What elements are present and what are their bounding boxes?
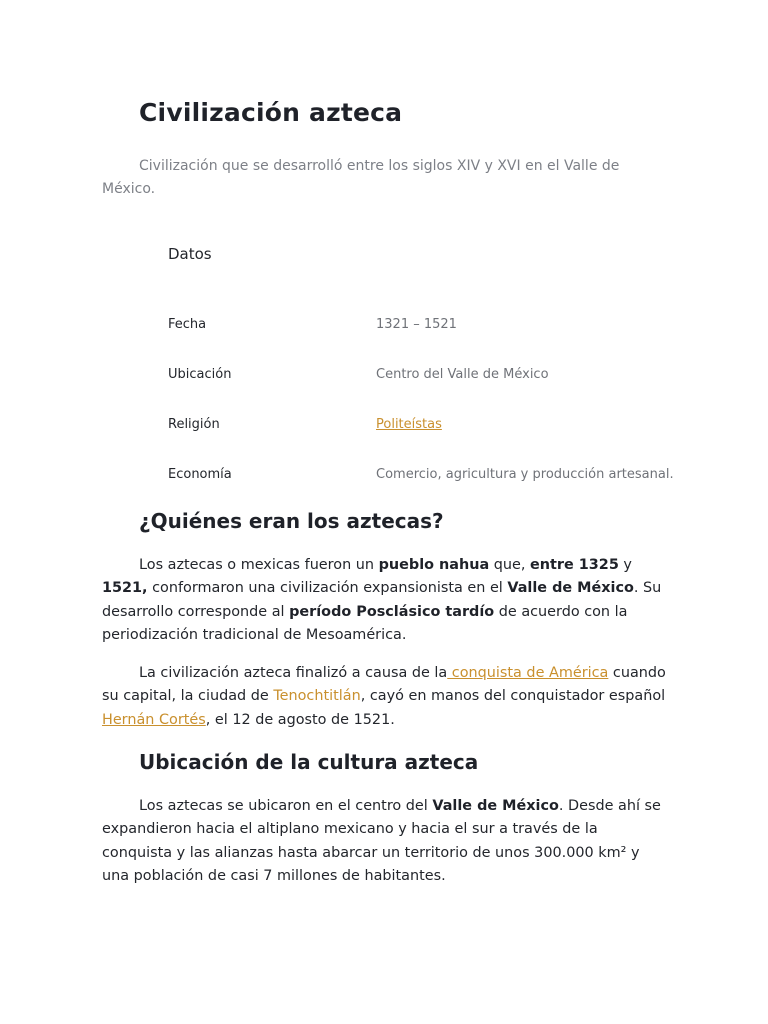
text-run: La civilización azteca finalizó a causa de la [139,665,448,681]
text-run: . Desde ahí se expandieron hacia el altiplano mexicano y hacia el sur a través de la conquista y las alianzas hasta abarcar un territorio de unos 300.000 km² y una población de casi 7 millones de habitantes. [102,798,661,884]
datos-row-fecha [168,300,708,350]
datos-value: Comercio, agricultura y producción artesanal. [376,467,674,482]
section-heading-ubicacion: Ubicación de la cultura azteca [139,750,479,774]
text-run: conformaron una civilización expansionista en el [147,580,508,597]
text-run: Los aztecas o mexicas fueron un [139,557,379,573]
bold-run: Valle de México [507,580,634,597]
datos-value: Centro del Valle de México [376,367,549,382]
article-lead: Civilización que se desarrolló entre los siglos XIV y XVI en el Valle de México. [102,158,620,197]
bold-run: pueblo nahua [378,557,490,573]
conquista-de-america-link[interactable]: conquista de América [447,665,609,681]
text-run: cuando su capital, la ciudad de [102,665,666,705]
text-run: y [618,557,632,573]
datos-label: Religión [168,417,220,432]
paragraph-quienes-1 [102,554,670,647]
section-heading-quienes: ¿Quiénes eran los aztecas? [139,509,444,533]
bold-run: 1521, [102,580,148,597]
paragraph-ubicacion-1 [102,795,670,888]
text-run: de acuerdo con la periodización tradicional de Mesoamérica. [102,603,628,643]
text-run: Los aztecas se ubicaron en el centro del [139,798,433,814]
hernan-cortes-link[interactable]: Hernán Cortés [102,711,206,728]
text-run: . Su desarrollo corresponde al [102,580,662,620]
text-run: , el 12 de agosto de 1521. [205,711,395,728]
politeistas-link[interactable]: Politeístas [376,417,442,432]
datos-row-ubicacion [168,350,708,400]
datos-row-religion [168,400,708,450]
paragraph-quienes-2 [102,662,670,732]
bold-run: Valle de México [432,798,559,814]
datos-table [168,300,708,500]
datos-label: Ubicación [168,367,232,382]
datos-row-economia [168,450,708,500]
page-title: Civilización azteca [139,98,403,127]
datos-value: 1321 – 1521 [376,317,457,332]
tenochtitlan-link[interactable]: Tenochtitlán [273,688,361,705]
datos-label: Fecha [168,317,207,332]
datos-label: Economía [168,467,232,482]
text-run: que, [489,557,531,573]
bold-run: entre 1325 [530,557,619,573]
datos-box-title: Datos [168,245,212,263]
bold-run: período Posclásico tardío [289,603,495,620]
text-run: , cayó en manos del conquistador español [360,688,666,705]
